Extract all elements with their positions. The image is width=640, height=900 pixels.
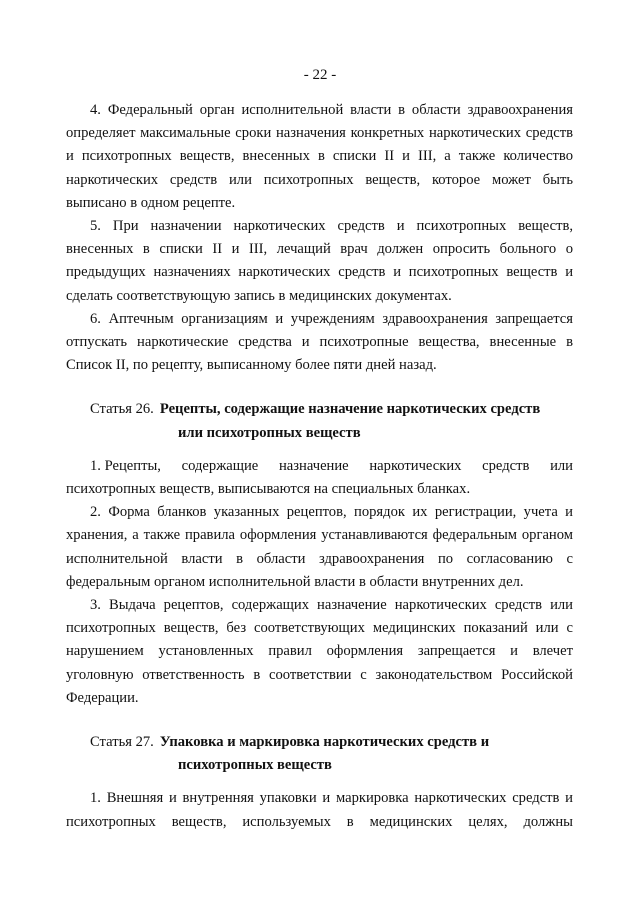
article-27-heading bbox=[66, 731, 573, 777]
paragraph-4: 4. Федеральный орган исполнительной власти в области здравоохранения определяет максимальные сроки назначения конкретных наркотических средств и психотропных веществ, внесенных в списки II и III, а также количество наркотических средств или психотропных веществ, которое может быть выписано в одном рецепте. bbox=[66, 102, 573, 211]
word: целях, bbox=[468, 813, 508, 830]
article-26-number: Статья 26. bbox=[90, 401, 154, 418]
word: средств bbox=[482, 457, 530, 474]
paragraph-5: 5. При назначении наркотических средств и психотропных веществ, внесенных в списки II и III, лечащий врач должен опросить больного о предыдущих назначениях наркотических средств и психотропных веществ и сделать соответствующую запись в медицинских документах. bbox=[66, 218, 573, 304]
word: должны bbox=[523, 813, 573, 830]
article-26-paragraph-1-first-line bbox=[66, 455, 573, 478]
article-27-number: Статья 27. bbox=[90, 734, 154, 751]
article-26-title-line2: или психотропных веществ bbox=[178, 424, 361, 441]
word: или bbox=[550, 457, 573, 474]
word: медицинских bbox=[369, 813, 453, 830]
page-number: - 22 - bbox=[303, 67, 337, 83]
word: наркотических bbox=[369, 457, 462, 474]
paragraph-6: 6. Аптечным организациям и учреждениям здравоохранения запрещается отпускать наркотические средства и психотропные вещества, внесенные в Список II, по рецепту, выписанному более пяти дней назад. bbox=[66, 310, 573, 374]
article-27-title-line2: психотропных веществ bbox=[178, 757, 332, 774]
article-26-paragraph-2: 2. Форма бланков указанных рецептов, порядок их регистрации, учета и хранения, а также правила оформления устанавливаются федеральным органом исполнительной власти в области здравоохранения по согласованию с федеральным органом исполнительной власти в области внутренних дел. bbox=[66, 504, 573, 590]
article-26-title-line1: Рецепты, содержащие назначение наркотических средств bbox=[159, 401, 541, 418]
article-27-paragraph-1-first-line: 1. Внешняя и внутренняя упаковки и маркировка наркотических средств и bbox=[90, 790, 573, 807]
article-26-heading bbox=[66, 398, 573, 444]
article-26-paragraph-1 bbox=[66, 455, 573, 501]
article-27-title-line1: Упаковка и маркировка наркотических средств и bbox=[159, 734, 490, 751]
word: психотропных bbox=[66, 813, 156, 830]
word: используемых bbox=[242, 813, 331, 830]
word: 1. Рецепты, bbox=[90, 457, 161, 474]
word: веществ, bbox=[171, 813, 227, 830]
word: в bbox=[346, 813, 354, 830]
word: содержащие bbox=[181, 457, 259, 474]
article-26-paragraph-3: 3. Выдача рецептов, содержащих назначение наркотических средств или психотропных веществ, без соответствующих медицинских показаний или с нарушением установленных правил оформления запрещается и влечет уголовную ответственность в соответствии с законодательством Российской Федерации. bbox=[66, 597, 573, 706]
word: назначение bbox=[278, 457, 349, 474]
article-27-paragraph-1-second-line bbox=[66, 811, 573, 834]
article-26-paragraph-1-rest: психотропных веществ, выписываются на специальных бланках. bbox=[66, 481, 471, 498]
article-27-paragraph-1 bbox=[66, 787, 573, 833]
document-body bbox=[66, 99, 573, 834]
